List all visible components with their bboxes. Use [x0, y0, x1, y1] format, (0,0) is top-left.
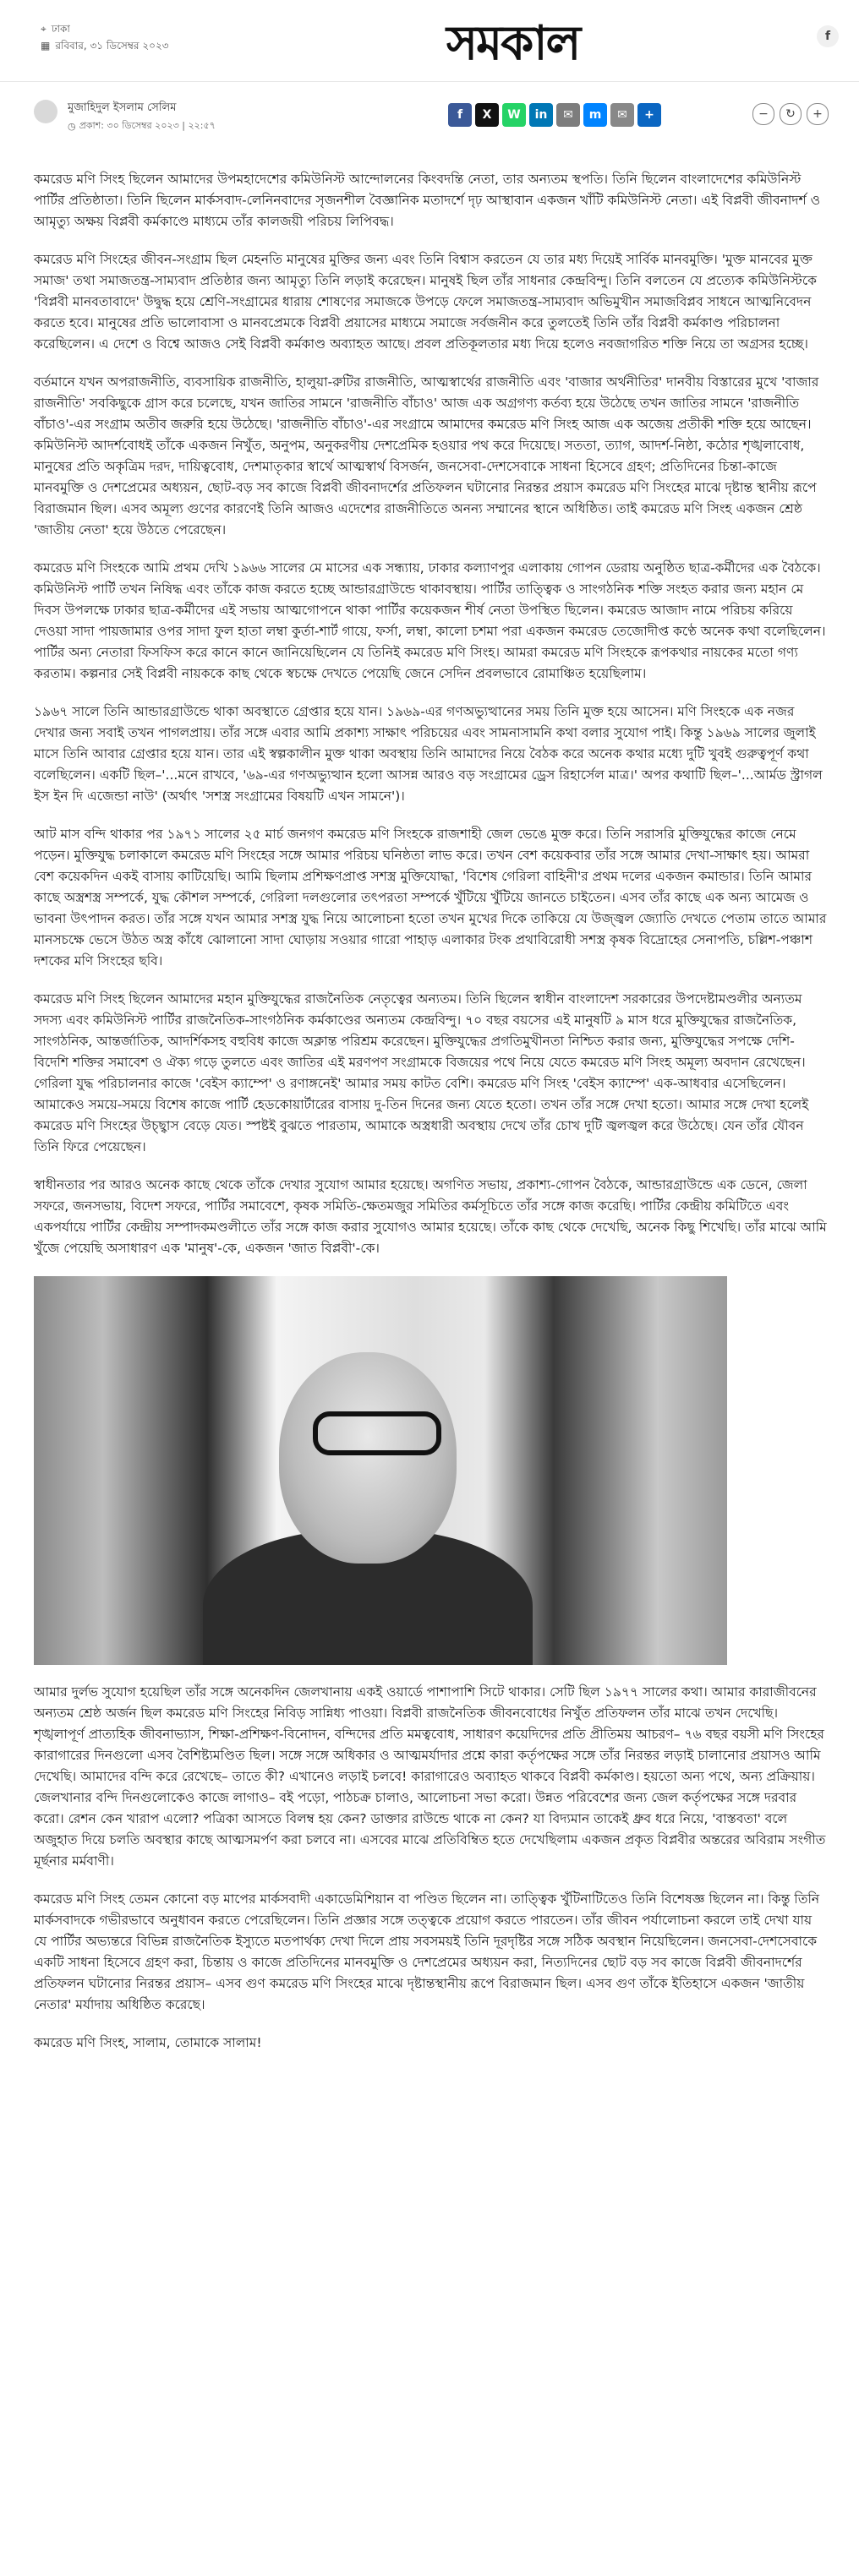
avatar: [34, 100, 57, 123]
header-meta: [41, 20, 169, 54]
plus-icon[interactable]: +: [637, 103, 661, 127]
calendar-icon: ▦: [41, 40, 51, 52]
font-increase-button[interactable]: +: [807, 103, 829, 125]
facebook-icon[interactable]: f: [817, 25, 839, 47]
article-paragraph: ১৯৬৭ সালে তিনি আন্ডারগ্রাউন্ডে থাকা অবস্থাতে গ্রেপ্তার হয়ে যান। ১৯৬৯-এর গণঅভ্যুত্থানের সময় তিনি মুক্ত হয়ে আসেন। মণি সিংহকে এক নজর দেখার জন্য সবাই তখন পাগলপ্রায়। তাঁর সঙ্গে এবার আমি প্রকাশ্য সাক্ষাৎ পরিচয়ের এবং সামনাসামনি কথা বলার সুযোগ পাই। কিন্তু ১৯৬৯ সালের জুলাই মাসে তিনি আবার গ্রেপ্তার হয়ে যান। তার এই স্বল্পকালীন মুক্ত থাকা অবস্থায় তিনি আমাদের নিয়ে বৈঠক করে অনেক কথার মধ্যে দুটি খুবই গুরুত্বপূর্ণ কথা বলেছিলেন। একটি ছিল–'...মনে রাখবে, '৬৯-এর গণঅভ্যুত্থান হলো আসন্ন আরও বড় সংগ্রামের ড্রেস রিহার্সেল মাত্র।' অপর কথাটি ছিল–'...আর্মড স্ট্রাগল ইস ইন দি এজেন্ডা নাউ' (অর্থাৎ 'সশস্ত্র সংগ্রামের বিষয়টি এখন সামনে')।: [34, 704, 823, 804]
article-paragraph: কমরেড মণি সিংহের জীবন-সংগ্রাম ছিল মেহনতি মানুষের মুক্তির জন্য এবং তিনি বিশ্বাস করতেন যে তার মধ্য দিয়েই সার্বিক মানবমুক্তি। 'মুক্ত মানবের মুক্ত সমাজ' তথা সমাজতন্ত্র-সাম্যবাদ প্রতিষ্ঠার জন্য আমৃত্যু তিনি লড়াই করেছেন। মানুষই ছিল তাঁর সাধনার কেন্দ্রবিন্দু। তিনি বলতেন যে প্রত্যেক কমিউনিস্টকে 'বিপ্লবী মানবতাবাদে' উদ্বুদ্ধ হয়ে শ্রেণি-সংগ্রামের ধারায় শোষণের সমাজকে উপড়ে ফেলে সমাজতন্ত্র-সাম্যবাদ অভিমুখীন সমাজবিপ্লব সাধনে আত্মনিবেদন করতে হবে। মানুষের প্রতি ভালোবাসা ও মানবপ্রেমকে বিপ্লবী প্রয়াসের মাধ্যমে সমাজে সর্বজনীন করে তুলতেই তিনি তাঁর বিপ্লবী কর্মকাণ্ড পরিচালনা করেছিলেন। এ দেশে ও বিশ্বে আজও সেই বিপ্লবী কর্মকাণ্ড অব্যাহত আছে। প্রবল প্রতিকূলতার মধ্য দিয়ে হলেও নবজাগরিত শক্তি নিয়ে তা অগ্রসর হচ্ছে।: [34, 252, 817, 352]
photo-figure-head: [279, 1352, 457, 1564]
article-paragraph: বর্তমানে যখন অপরাজনীতি, ব্যবসায়িক রাজনীতি, হালুয়া-রুটির রাজনীতি, আত্মস্বার্থের রাজনীতি এবং 'বাজার অর্থনীতির' দানবীয় বিস্তারের মুখে 'বাজার রাজনীতি' সবকিছুকে গ্রাস করে চলেছে, যখন জাতির সামনে 'রাজনীতি বাঁচাও' আজ এক অগ্রগণ্য কর্তব্য হয়ে উঠেছে তখন জাতির সামনে 'রাজনীতি বাঁচাও'-এর সংগ্রাম অতীব জরুরি হয়ে উঠেছে। 'রাজনীতি বাঁচাও'-এর সংগ্রামে আমাদের কমরেড মণি সিংহ আজ এক অজেয় প্রতীকী শক্তি হয়ে আছেন। কমিউনিস্ট আদর্শবোধই তাঁকে একজন নিখুঁত, অনুপম, অনুকরণীয় দেশপ্রেমিক হওয়ার পথ করে দিয়েছে। সততা, ত্যাগ, আদর্শ-নিষ্ঠা, কঠোর শৃঙ্খলাবোধ, মানুষের প্রতি অকৃত্রিম দরদ, দায়িত্ববোধ, দেশমাতৃকার স্বার্থে আত্মস্বার্থ বিসর্জন, জনসেবা-দেশসেবাকে সাধনা হিসেবে গ্রহণ; প্রতিদিনের চিন্তা-কাজে মানবমুক্তি ও দেশপ্রেমের অধ্যয়ন, ছোট-বড় সব কাজে বিপ্লবী জীবনাদর্শের প্রতিফলন ঘটানোর নিরন্তর প্রয়াস কমরেড মণি সিংহের মাঝে দৃষ্টান্ত স্থানীয় রূপে বিরাজমান ছিল। এসব অমূল্য গুণের কারণেই তিনি আজও এদেশের রাজনীতিতে অনন্য সম্মানের স্থানে অধিষ্ঠিত। তাই কমরেড মণি সিংহ একজন শ্রেষ্ঠ 'জাতীয় নেতা' হয়ে উঠতে পেরেছেন।: [34, 374, 819, 538]
email-icon[interactable]: ✉: [556, 103, 580, 127]
font-decrease-button[interactable]: −: [752, 103, 774, 125]
article-photo: [34, 1276, 727, 1665]
messenger-icon[interactable]: m: [583, 103, 607, 127]
clock-icon: ◷: [68, 121, 76, 132]
article-byline: [34, 100, 829, 154]
publish-date: [68, 118, 216, 134]
font-reset-button[interactable]: ↻: [780, 103, 802, 125]
article-paragraph: কমরেড মণি সিংহ ছিলেন আমাদের মহান মুক্তিযুদ্ধের রাজনৈতিক নেতৃত্বের অন্যতম। তিনি ছিলেন স্বাধীন বাংলাদেশ সরকারের উপদেষ্টামণ্ডলীর অন্যতম সদস্য এবং কমিউনিস্ট পার্টির রাজনৈতিক-সাংগঠনিক কর্মকাণ্ডের অন্যতম কেন্দ্রবিন্দু। ৭০ বছর বয়সের এই মানুষটি ৯ মাস ধরে মুক্তিযুদ্ধের রাজনৈতিক, সাংগঠনিক, আন্তর্জাতিক, আদর্শিকসহ বহুবিধ কাজে অক্লান্ত পরিশ্রম করেছেন। মুক্তিযুদ্ধের প্রগতিমুখীনতা নিশ্চিত করার জন্য, মুক্তিযুদ্ধের সপক্ষে দেশি-বিদেশি শক্তির সমাবেশ ও ঐক্য গড়ে তুলতে এবং জাতির এই মরণপণ সংগ্রামকে বিজয়ের পথে নিয়ে যেতে কমরেড মণি সিংহ অমূল্য অবদান রেখেছেন। গেরিলা যুদ্ধ পরিচালনার কাজে 'বেইস ক্যাম্পে' ও রণাঙ্গনেই' আমার সময় কাটত বেশি। কমরেড মণি সিংহ 'বেইস ক্যাম্পে' এক-আধবার এসেছিলেন। আমাকেও সময়ে-সময়ে বিশেষ কাজে পার্টি হেডকোয়ার্টারের বাসায় দু-তিন দিনের জন্য যেতে হতো। তখন তাঁর সঙ্গে দেখা হতো। আমার সঙ্গে দেখা হলেই কমরেড মণি সিংহের উচ্ছ্বাস বেড়ে যেত। স্পষ্টই বুঝতে পারতাম, আমাকে অস্ত্রধারী অবস্থায় দেখে তাঁর চোখ দুটি জ্বলজ্বল করে উঠেছে। যেন তাঁর যৌবন তিনি ফিরে পেয়েছেন।: [34, 991, 809, 1154]
font-size-controls: [752, 103, 829, 125]
x-icon[interactable]: X: [475, 103, 499, 127]
whatsapp-icon[interactable]: W: [502, 103, 526, 127]
article-paragraph: কমরেড মণি সিংহ তেমন কোনো বড় মাপের মার্কসবাদী একাডেমিশিয়ান বা পণ্ডিত ছিলেন না। তাত্ত্বিক খুঁটিনাটিতেও তিনি বিশেষজ্ঞ ছিলেন না। কিন্তু তিনি মার্কসবাদকে গভীরভাবে অনুধাবন করতে পেরেছিলেন। তিনি প্রজ্ঞার সঙ্গে তত্ত্বকে প্রয়োগ করতে পারতেন। তাঁর জীবন পর্যালোচনা করলে তাই দেখা যায় যে পার্টির অভ্যন্তরে বিভিন্ন রাজনৈতিক ইস্যুতে মতপার্থক্য দেখা দিলে প্রায় সবসময়ই তিনি দূরদৃষ্টির সঙ্গে সঠিক অবস্থান নিয়েছিলেন। জনসেবা-দেশসেবাকে একটি সাধনা হিসেবে গ্রহণ করা, চিন্তায় ও কাজে প্রতিদিনের মানবমুক্তি ও দেশপ্রেমের অধ্যয়ন করা, নিত্যদিনের ছোট বড় সব কাজে বিপ্লবী জীবনাদর্শের প্রতিফলন ঘটানোর নিরন্তর প্রয়াস– এসব গুণ কমরেড মণি সিংহের মাঝে দৃষ্টান্তস্থানীয় রূপে বিরাজমান ছিল। এসব গুণ তাঁকে ইতিহাসে একজন 'জাতীয় নেতার' মর্যাদায় অধিষ্ঠিত করেছে।: [34, 1891, 820, 2012]
header-date: রবিবার, ৩১ ডিসেম্বর ২০২৩: [55, 40, 169, 52]
linkedin-icon[interactable]: in: [529, 103, 553, 127]
article-paragraph: কমরেড মণি সিংহ, সালাম, তোমাকে সালাম!: [34, 2035, 262, 2050]
photo-glasses: [313, 1411, 441, 1455]
mail-icon[interactable]: ✉: [610, 103, 634, 127]
header-location: ঢাকা: [51, 23, 70, 35]
facebook-icon[interactable]: f: [448, 103, 472, 127]
article-paragraph: কমরেড মণি সিংহ ছিলেন আমাদের উপমহাদেশের কমিউনিস্ট আন্দোলনের কিংবদন্তি নেতা, তার অন্যতম স্থপতি। তিনি ছিলেন বাংলাদেশের কমিউনিস্ট পার্টির প্রতিষ্ঠাতা। তিনি ছিলেন মার্কসবাদ-লেনিনবাদের সৃজনশীল বৈজ্ঞানিক মতাদর্শে দৃঢ় আস্থাবান একজন খাঁটি কমিউনিস্ট নেতা। এই বিপ্লবী জীবনাদর্শ ও আমৃত্যু অক্ষয় বিপ্লবী কর্মকাণ্ডে মাধ্যমে তাঁর কালজয়ী পরিচয় লিপিবদ্ধ।: [34, 172, 821, 229]
article-paragraph: কমরেড মণি সিংহকে আমি প্রথম দেখি ১৯৬৬ সালের মে মাসের এক সন্ধ্যায়, ঢাকার কল্যাণপুর এলাকায় গোপন ডেরায় অনুষ্ঠিত ছাত্র-কর্মীদের এক বৈঠকে। কমিউনিস্ট পার্টি তখন নিষিদ্ধ এবং তাঁকে কাজ করতে হচ্ছে আন্ডারগ্রাউন্ডে থাকাবস্থায়। পার্টির তাত্ত্বিক ও সাংগঠনিক শক্তি সংহত করার জন্য মহান মে দিবস উপলক্ষে ঢাকার ছাত্র-কর্মীদের এই সভায় আত্মগোপনে থাকা পার্টির কয়েকজন শীর্ষ নেতা উপস্থিত ছিলেন। কমরেড আজাদ নামে পরিচয় করিয়ে দেওয়া সাদা পায়জামার ওপর সাদা ফুল হাতা লম্বা কুর্তা-শার্ট গায়ে, ফর্সা, লম্বা, কালো চশমা পরা একজন কমরেড তেজোদীপ্ত কণ্ঠে অনেক কথা বলেছিলেন। পার্টির অন্য নেতারা ফিসফিস করে কানে কানে জানিয়েছিলেন যে তিনিই কমরেড মণি সিংহ। আমরা কমরেড মণি সিংহকে রূপকথার নায়কের মতো গণ্য করতাম। কল্পনার সেই বিপ্লবী নায়ককে কাছ থেকে স্বচক্ষে দেখতে পেয়েছি জেনে সেদিন প্রবলভাবে রোমাঞ্চিত হয়েছিলাম।: [34, 560, 826, 681]
share-bar: [448, 103, 661, 127]
site-header: [0, 0, 859, 82]
article-paragraph: আট মাস বন্দি থাকার পর ১৯৭১ সালের ২৫ মার্চ জনগণ কমরেড মণি সিংহকে রাজশাহী জেল ভেঙে মুক্ত করে। তিনি সরাসরি মুক্তিযুদ্ধের কাজে নেমে পড়েন। মুক্তিযুদ্ধ চলাকালে কমরেড মণি সিংহের সঙ্গে আমার পরিচয় ঘনিষ্ঠতা লাভ করে। তখন বেশ কয়েকবার তাঁর সঙ্গে আমার দেখা-সাক্ষাৎ হয়। আমরা বেশ কয়েকদিন একই বাসায় কাটিয়েছি। আমি ছিলাম প্রশিক্ষণপ্রাপ্ত সশস্ত্র মুক্তিযোদ্ধা, 'বিশেষ গেরিলা বাহিনী'র প্রথম দলের একজন কমান্ডার। তিনি আমার কাছে অস্ত্রশস্ত্র সম্পর্কে, যুদ্ধ কৌশল সম্পর্কে, গেরিলা দলগুলোর তৎপরতা সম্পর্কে খুঁটিয়ে খুঁটিয়ে জানতে চাইতেন। এসব তাঁর কাছে এক অন্য আমেজ ও ভাবনা উৎপাদন করত। তাঁর সঙ্গে যখন আমার সশস্ত্র যুদ্ধ নিয়ে আলোচনা হতো তখন মুখের দিকে তাকিয়ে যে উজ্জ্বল জ্যোতি দেখতে পেতাম তাতে আমার মানসচক্ষে ভেসে উঠত অস্ত্র কাঁধে ঝোলানো সাদা ঘোড়ায় সওয়ার গারো পাহাড় এলাকার টংক প্রথাবিরোধী সশস্ত্র কৃষক বিদ্রোহের সেনাপতি, চল্লিশ-পঞ্চাশ দশকের মণি সিংহের ছবি।: [34, 827, 827, 969]
article-paragraph: আমার দুর্লভ সুযোগ হয়েছিল তাঁর সঙ্গে অনেকদিন জেলখানায় একই ওয়ার্ডে পাশাপাশি সিটে থাকার। সেটি ছিল ১৯৭৭ সালের কথা। আমার কারাজীবনের অন্যতম শ্রেষ্ঠ অর্জন ছিল কমরেড মণি সিংহের নিবিড় সান্নিধ্য পাওয়া। বিপ্লবী রাজনৈতিক জীবনবোধের নিখুঁত প্রতিফলন তাঁর মাঝে তখন দেখেছি। শৃঙ্খলাপূর্ণ প্রাত্যহিক জীবনাভ্যাস, শিক্ষা-প্রশিক্ষণ-বিনোদন, বন্দিদের প্রতি মমত্ববোধ, সাধারণ কয়েদিদের প্রতি প্রীতিময় আচরণ– ৭৬ বছর বয়সী মণি সিংহের কারাগারের দিনগুলো এসব বৈশিষ্ট্যমণ্ডিত ছিল। সঙ্গে সঙ্গে অধিকার ও আত্মমর্যাদার প্রশ্নে কারা কর্তৃপক্ষের সঙ্গে তাঁর নিরন্তর লড়াই চালানোর প্রয়াসও আমি দেখেছি। আমাদের বন্দি করে রেখেছে– তাতে কী? এখানেও লড়াই চলবে! কারাগারেও অব্যাহত থাকবে বিপ্লবী কর্মকাণ্ড। হয়তো অন্য পথে, অন্য প্রক্রিয়ায়। জেলখানার বন্দি দিনগুলোকেও কাজে লাগাও– বই পড়ো, পাঠচক্র চালাও, আলোচনা সভা করো। উন্নত পরিবেশের জন্য জেল কর্তৃপক্ষের সঙ্গে দরবার করো। রেশন কেন খারাপ এলো? পত্রিকা আসতে বিলম্ব হয় কেন? ডাক্তার রাউন্ডে থাকে না কেন? যা বিদ্যমান তাকেই ধ্রুব ধরে নিয়ে, 'বাস্তবতা' বলে অজুহাত দিয়ে চলতি অবস্থার কাছে আত্মসমর্পণ করা চলবে না। এসবের মাঝে প্রতিবিম্বিত হতে দেখেছিলাম একজন প্রকৃত বিপ্লবীর অন্তরের অবিরাম সংগীত মূর্ছনার মর্মবাণী।: [34, 1684, 826, 1869]
article-paragraph: স্বাধীনতার পর আরও অনেক কাছে থেকে তাঁকে দেখার সুযোগ আমার হয়েছে। অগণিত সভায়, প্রকাশ্য-গোপন বৈঠকে, আন্ডারগ্রাউন্ডে এক ডেনে, জেলা সফরে, জনসভায়, বিদেশ সফরে, পার্টির সমাবেশে, কৃষক সমিতি-ক্ষেতমজুর সমিতির কর্মসূচিতে তাঁর সঙ্গে কাজ করেছি। পার্টির কেন্দ্রীয় কমিটিতে এবং একপর্যায়ে পার্টির কেন্দ্রীয় সম্পাদকমণ্ডলীতে তাঁর সঙ্গে কাজ করার সুযোগও আমার হয়েছে। তাঁকে কাছ থেকে দেখেছি, অনেক কিছু শিখেছি। তাঁর মাঝে আমি খুঁজে পেয়েছি অসাধারণ এক 'মানুষ'-কে, একজন 'জাত বিপ্লবী'-কে।: [34, 1177, 827, 1256]
publish-date-text: প্রকাশ: ৩০ ডিসেম্বর ২০২৩ | ২২:৫৭: [79, 120, 216, 131]
location-pin-icon: ⌖: [41, 23, 47, 35]
article-body: [34, 169, 829, 2071]
author-name[interactable]: মুজাহিদুল ইসলাম সেলিম: [68, 101, 177, 114]
site-logo[interactable]: সমকাল: [446, 15, 580, 71]
